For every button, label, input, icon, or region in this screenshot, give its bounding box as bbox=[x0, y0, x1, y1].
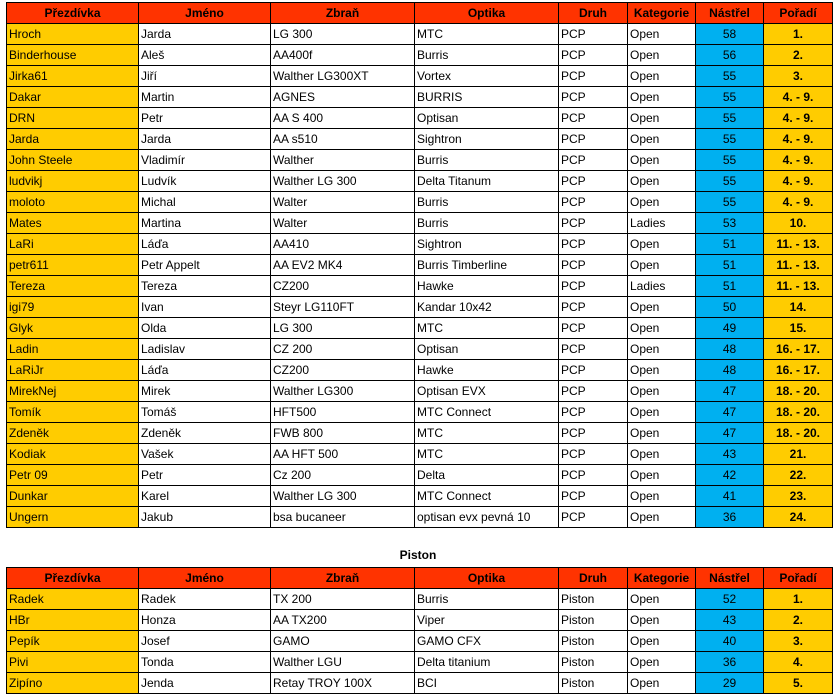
cell-category: Open bbox=[628, 192, 696, 213]
column-header-optics: Optika bbox=[415, 3, 559, 24]
cell-nickname: Petr 09 bbox=[7, 465, 139, 486]
column-header-name: Jméno bbox=[139, 3, 271, 24]
cell-type: PCP bbox=[559, 276, 628, 297]
table-row bbox=[7, 192, 833, 213]
cell-rank: 18. - 20. bbox=[764, 402, 833, 423]
table-row bbox=[7, 150, 833, 171]
table-row bbox=[7, 381, 833, 402]
cell-nickname: LaRiJr bbox=[7, 360, 139, 381]
cell-category: Open bbox=[628, 129, 696, 150]
table-row bbox=[7, 423, 833, 444]
cell-weapon: AA HFT 500 bbox=[271, 444, 415, 465]
cell-rank: 11. - 13. bbox=[764, 276, 833, 297]
cell-weapon: Steyr LG110FT bbox=[271, 297, 415, 318]
cell-weapon: Walther bbox=[271, 150, 415, 171]
cell-nickname: Mates bbox=[7, 213, 139, 234]
cell-score: 50 bbox=[696, 297, 764, 318]
cell-category: Open bbox=[628, 150, 696, 171]
table-row bbox=[7, 486, 833, 507]
column-header-nickname: Přezdívka bbox=[7, 568, 139, 589]
cell-weapon: FWB 800 bbox=[271, 423, 415, 444]
cell-rank: 4. - 9. bbox=[764, 87, 833, 108]
cell-nickname: ludvikj bbox=[7, 171, 139, 192]
cell-name: Ludvík bbox=[139, 171, 271, 192]
cell-type: PCP bbox=[559, 318, 628, 339]
cell-category: Open bbox=[628, 507, 696, 528]
cell-name: Martin bbox=[139, 87, 271, 108]
cell-weapon: AA400f bbox=[271, 45, 415, 66]
cell-weapon: TX 200 bbox=[271, 589, 415, 610]
cell-name: Vašek bbox=[139, 444, 271, 465]
cell-score: 52 bbox=[696, 589, 764, 610]
cell-score: 48 bbox=[696, 339, 764, 360]
cell-rank: 1. bbox=[764, 24, 833, 45]
cell-type: PCP bbox=[559, 507, 628, 528]
cell-name: Ivan bbox=[139, 297, 271, 318]
cell-category: Open bbox=[628, 673, 696, 694]
cell-score: 48 bbox=[696, 360, 764, 381]
cell-name: Radek bbox=[139, 589, 271, 610]
cell-score: 55 bbox=[696, 171, 764, 192]
cell-rank: 3. bbox=[764, 66, 833, 87]
cell-weapon: AA TX200 bbox=[271, 610, 415, 631]
table-row bbox=[7, 360, 833, 381]
cell-nickname: Ungern bbox=[7, 507, 139, 528]
cell-optics: MTC bbox=[415, 24, 559, 45]
cell-name: Ladislav bbox=[139, 339, 271, 360]
table-row bbox=[7, 631, 833, 652]
cell-name: Láďa bbox=[139, 234, 271, 255]
table-row bbox=[7, 610, 833, 631]
cell-weapon: AA s510 bbox=[271, 129, 415, 150]
cell-weapon: bsa bucaneer bbox=[271, 507, 415, 528]
cell-type: PCP bbox=[559, 66, 628, 87]
cell-type: PCP bbox=[559, 129, 628, 150]
cell-optics: Viper bbox=[415, 610, 559, 631]
cell-name: Tomáš bbox=[139, 402, 271, 423]
cell-score: 49 bbox=[696, 318, 764, 339]
table-row bbox=[7, 108, 833, 129]
cell-score: 51 bbox=[696, 276, 764, 297]
cell-optics: BCI bbox=[415, 673, 559, 694]
cell-category: Open bbox=[628, 402, 696, 423]
cell-category: Open bbox=[628, 465, 696, 486]
cell-rank: 16. - 17. bbox=[764, 360, 833, 381]
cell-weapon: Walter bbox=[271, 192, 415, 213]
cell-weapon: CZ 200 bbox=[271, 339, 415, 360]
column-header-score: Nástřel bbox=[696, 3, 764, 24]
column-header-weapon: Zbraň bbox=[271, 568, 415, 589]
table-row bbox=[7, 318, 833, 339]
cell-weapon: AA EV2 MK4 bbox=[271, 255, 415, 276]
cell-category: Open bbox=[628, 87, 696, 108]
cell-category: Open bbox=[628, 423, 696, 444]
cell-nickname: LaRi bbox=[7, 234, 139, 255]
table-row bbox=[7, 234, 833, 255]
cell-name: Jakub bbox=[139, 507, 271, 528]
cell-weapon: Walther LG 300 bbox=[271, 171, 415, 192]
cell-type: PCP bbox=[559, 297, 628, 318]
header-row bbox=[7, 3, 833, 24]
cell-rank: 15. bbox=[764, 318, 833, 339]
cell-rank: 14. bbox=[764, 297, 833, 318]
cell-weapon: HFT500 bbox=[271, 402, 415, 423]
cell-weapon: LG 300 bbox=[271, 318, 415, 339]
column-header-optics: Optika bbox=[415, 568, 559, 589]
cell-optics: Vortex bbox=[415, 66, 559, 87]
cell-name: Honza bbox=[139, 610, 271, 631]
cell-optics: MTC bbox=[415, 444, 559, 465]
cell-rank: 18. - 20. bbox=[764, 381, 833, 402]
cell-category: Open bbox=[628, 381, 696, 402]
cell-weapon: Walther LGU bbox=[271, 652, 415, 673]
cell-optics: optisan evx pevná 10 bbox=[415, 507, 559, 528]
cell-category: Open bbox=[628, 610, 696, 631]
cell-type: PCP bbox=[559, 234, 628, 255]
cell-name: Petr bbox=[139, 465, 271, 486]
cell-nickname: Jirka61 bbox=[7, 66, 139, 87]
cell-nickname: DRN bbox=[7, 108, 139, 129]
results-table-pcp bbox=[6, 2, 833, 528]
cell-weapon: Cz 200 bbox=[271, 465, 415, 486]
cell-type: PCP bbox=[559, 171, 628, 192]
cell-rank: 21. bbox=[764, 444, 833, 465]
cell-optics: Burris bbox=[415, 589, 559, 610]
cell-type: PCP bbox=[559, 45, 628, 66]
cell-optics: Burris Timberline bbox=[415, 255, 559, 276]
cell-name: Jiří bbox=[139, 66, 271, 87]
cell-score: 58 bbox=[696, 24, 764, 45]
cell-score: 43 bbox=[696, 444, 764, 465]
cell-nickname: Radek bbox=[7, 589, 139, 610]
cell-rank: 11. - 13. bbox=[764, 255, 833, 276]
cell-score: 55 bbox=[696, 150, 764, 171]
cell-name: Aleš bbox=[139, 45, 271, 66]
cell-rank: 24. bbox=[764, 507, 833, 528]
cell-category: Open bbox=[628, 45, 696, 66]
cell-optics: Burris bbox=[415, 150, 559, 171]
cell-category: Open bbox=[628, 108, 696, 129]
cell-optics: MTC bbox=[415, 423, 559, 444]
cell-nickname: Zdeněk bbox=[7, 423, 139, 444]
table-row bbox=[7, 402, 833, 423]
cell-optics: Delta Titanum bbox=[415, 171, 559, 192]
cell-nickname: Zipíno bbox=[7, 673, 139, 694]
cell-category: Open bbox=[628, 486, 696, 507]
table-row bbox=[7, 465, 833, 486]
cell-nickname: Kodiak bbox=[7, 444, 139, 465]
cell-type: PCP bbox=[559, 87, 628, 108]
section-title-piston: Piston bbox=[399, 548, 437, 562]
cell-optics: Burris bbox=[415, 45, 559, 66]
cell-name: Michal bbox=[139, 192, 271, 213]
cell-category: Open bbox=[628, 297, 696, 318]
cell-category: Ladies bbox=[628, 213, 696, 234]
header-row bbox=[7, 568, 833, 589]
cell-score: 56 bbox=[696, 45, 764, 66]
cell-optics: Hawke bbox=[415, 276, 559, 297]
cell-nickname: Binderhouse bbox=[7, 45, 139, 66]
cell-name: Karel bbox=[139, 486, 271, 507]
cell-weapon: AGNES bbox=[271, 87, 415, 108]
cell-category: Open bbox=[628, 360, 696, 381]
cell-type: PCP bbox=[559, 360, 628, 381]
table-row bbox=[7, 24, 833, 45]
cell-type: PCP bbox=[559, 255, 628, 276]
cell-optics: Kandar 10x42 bbox=[415, 297, 559, 318]
cell-rank: 2. bbox=[764, 45, 833, 66]
table-row bbox=[7, 129, 833, 150]
cell-score: 36 bbox=[696, 652, 764, 673]
cell-nickname: Glyk bbox=[7, 318, 139, 339]
cell-nickname: Dakar bbox=[7, 87, 139, 108]
cell-rank: 5. bbox=[764, 673, 833, 694]
cell-nickname: moloto bbox=[7, 192, 139, 213]
cell-optics: GAMO CFX bbox=[415, 631, 559, 652]
cell-category: Open bbox=[628, 589, 696, 610]
cell-optics: Sightron bbox=[415, 129, 559, 150]
cell-weapon: Walter bbox=[271, 213, 415, 234]
cell-nickname: igi79 bbox=[7, 297, 139, 318]
cell-rank: 4. - 9. bbox=[764, 192, 833, 213]
table-body bbox=[7, 24, 833, 528]
cell-score: 55 bbox=[696, 108, 764, 129]
cell-category: Open bbox=[628, 652, 696, 673]
table-row bbox=[7, 297, 833, 318]
cell-score: 42 bbox=[696, 465, 764, 486]
cell-rank: 22. bbox=[764, 465, 833, 486]
cell-name: Jenda bbox=[139, 673, 271, 694]
table-row bbox=[7, 255, 833, 276]
cell-rank: 11. - 13. bbox=[764, 234, 833, 255]
cell-weapon: CZ200 bbox=[271, 360, 415, 381]
cell-type: PCP bbox=[559, 465, 628, 486]
table-row bbox=[7, 507, 833, 528]
cell-type: Piston bbox=[559, 589, 628, 610]
cell-weapon: CZ200 bbox=[271, 276, 415, 297]
column-header-category: Kategorie bbox=[628, 3, 696, 24]
cell-score: 36 bbox=[696, 507, 764, 528]
cell-name: Petr bbox=[139, 108, 271, 129]
cell-nickname: Ladin bbox=[7, 339, 139, 360]
cell-category: Open bbox=[628, 24, 696, 45]
cell-type: PCP bbox=[559, 402, 628, 423]
table-row bbox=[7, 171, 833, 192]
cell-optics: MTC Connect bbox=[415, 402, 559, 423]
cell-score: 43 bbox=[696, 610, 764, 631]
cell-category: Open bbox=[628, 318, 696, 339]
table-row bbox=[7, 589, 833, 610]
cell-rank: 4. - 9. bbox=[764, 129, 833, 150]
cell-score: 51 bbox=[696, 234, 764, 255]
cell-name: Jarda bbox=[139, 129, 271, 150]
cell-optics: Hawke bbox=[415, 360, 559, 381]
column-header-weapon: Zbraň bbox=[271, 3, 415, 24]
table-row bbox=[7, 66, 833, 87]
cell-type: PCP bbox=[559, 213, 628, 234]
cell-type: PCP bbox=[559, 381, 628, 402]
cell-nickname: Jarda bbox=[7, 129, 139, 150]
cell-rank: 2. bbox=[764, 610, 833, 631]
cell-name: Martina bbox=[139, 213, 271, 234]
cell-weapon: Retay TROY 100X bbox=[271, 673, 415, 694]
cell-type: Piston bbox=[559, 652, 628, 673]
cell-name: Mirek bbox=[139, 381, 271, 402]
cell-name: Petr Appelt bbox=[139, 255, 271, 276]
cell-optics: Burris bbox=[415, 192, 559, 213]
results-table-piston bbox=[6, 567, 833, 694]
cell-name: Tonda bbox=[139, 652, 271, 673]
cell-type: Piston bbox=[559, 631, 628, 652]
cell-rank: 4. - 9. bbox=[764, 108, 833, 129]
cell-score: 53 bbox=[696, 213, 764, 234]
column-header-type: Druh bbox=[559, 3, 628, 24]
cell-type: PCP bbox=[559, 150, 628, 171]
cell-optics: BURRIS bbox=[415, 87, 559, 108]
cell-name: Vladimír bbox=[139, 150, 271, 171]
cell-score: 47 bbox=[696, 381, 764, 402]
cell-nickname: MirekNej bbox=[7, 381, 139, 402]
cell-weapon: LG 300 bbox=[271, 24, 415, 45]
cell-name: Zdeněk bbox=[139, 423, 271, 444]
cell-optics: MTC bbox=[415, 318, 559, 339]
cell-category: Open bbox=[628, 66, 696, 87]
cell-optics: Burris bbox=[415, 213, 559, 234]
cell-name: Jarda bbox=[139, 24, 271, 45]
cell-weapon: Walther LG300 bbox=[271, 381, 415, 402]
cell-score: 29 bbox=[696, 673, 764, 694]
cell-rank: 16. - 17. bbox=[764, 339, 833, 360]
table-row bbox=[7, 213, 833, 234]
cell-type: PCP bbox=[559, 486, 628, 507]
cell-nickname: Dunkar bbox=[7, 486, 139, 507]
column-header-type: Druh bbox=[559, 568, 628, 589]
cell-category: Open bbox=[628, 444, 696, 465]
table-row bbox=[7, 45, 833, 66]
cell-name: Láďa bbox=[139, 360, 271, 381]
cell-score: 41 bbox=[696, 486, 764, 507]
cell-optics: Optisan EVX bbox=[415, 381, 559, 402]
table-row bbox=[7, 652, 833, 673]
cell-weapon: Walther LG300XT bbox=[271, 66, 415, 87]
cell-rank: 18. - 20. bbox=[764, 423, 833, 444]
column-header-nickname: Přezdívka bbox=[7, 3, 139, 24]
column-header-rank: Pořadí bbox=[764, 568, 833, 589]
cell-type: PCP bbox=[559, 444, 628, 465]
cell-nickname: Pepík bbox=[7, 631, 139, 652]
cell-rank: 4. - 9. bbox=[764, 171, 833, 192]
cell-category: Open bbox=[628, 255, 696, 276]
cell-type: Piston bbox=[559, 610, 628, 631]
table-row bbox=[7, 339, 833, 360]
cell-optics: Delta titanium bbox=[415, 652, 559, 673]
table-row bbox=[7, 87, 833, 108]
cell-category: Open bbox=[628, 339, 696, 360]
cell-score: 55 bbox=[696, 66, 764, 87]
cell-rank: 3. bbox=[764, 631, 833, 652]
cell-nickname: Hroch bbox=[7, 24, 139, 45]
column-header-rank: Pořadí bbox=[764, 3, 833, 24]
cell-optics: Sightron bbox=[415, 234, 559, 255]
cell-score: 47 bbox=[696, 402, 764, 423]
cell-score: 47 bbox=[696, 423, 764, 444]
table-row bbox=[7, 444, 833, 465]
cell-rank: 23. bbox=[764, 486, 833, 507]
cell-name: Tereza bbox=[139, 276, 271, 297]
cell-category: Ladies bbox=[628, 276, 696, 297]
cell-category: Open bbox=[628, 234, 696, 255]
cell-nickname: John Steele bbox=[7, 150, 139, 171]
cell-type: PCP bbox=[559, 24, 628, 45]
cell-weapon: GAMO bbox=[271, 631, 415, 652]
cell-score: 55 bbox=[696, 129, 764, 150]
cell-weapon: AA S 400 bbox=[271, 108, 415, 129]
cell-rank: 4. - 9. bbox=[764, 150, 833, 171]
cell-nickname: Tereza bbox=[7, 276, 139, 297]
table-body bbox=[7, 589, 833, 694]
column-header-score: Nástřel bbox=[696, 568, 764, 589]
column-header-name: Jméno bbox=[139, 568, 271, 589]
cell-rank: 1. bbox=[764, 589, 833, 610]
cell-type: PCP bbox=[559, 108, 628, 129]
cell-rank: 4. bbox=[764, 652, 833, 673]
cell-weapon: Walther LG 300 bbox=[271, 486, 415, 507]
cell-optics: Optisan bbox=[415, 339, 559, 360]
cell-nickname: petr611 bbox=[7, 255, 139, 276]
cell-name: Olda bbox=[139, 318, 271, 339]
cell-nickname: HBr bbox=[7, 610, 139, 631]
cell-name: Josef bbox=[139, 631, 271, 652]
cell-type: PCP bbox=[559, 339, 628, 360]
cell-category: Open bbox=[628, 631, 696, 652]
cell-type: PCP bbox=[559, 423, 628, 444]
column-header-category: Kategorie bbox=[628, 568, 696, 589]
table-row bbox=[7, 276, 833, 297]
cell-rank: 10. bbox=[764, 213, 833, 234]
cell-optics: MTC Connect bbox=[415, 486, 559, 507]
cell-nickname: Tomík bbox=[7, 402, 139, 423]
cell-type: PCP bbox=[559, 192, 628, 213]
table-row bbox=[7, 673, 833, 694]
cell-weapon: AA410 bbox=[271, 234, 415, 255]
cell-optics: Optisan bbox=[415, 108, 559, 129]
cell-nickname: Pivi bbox=[7, 652, 139, 673]
cell-score: 51 bbox=[696, 255, 764, 276]
cell-category: Open bbox=[628, 171, 696, 192]
cell-optics: Delta bbox=[415, 465, 559, 486]
cell-score: 40 bbox=[696, 631, 764, 652]
cell-score: 55 bbox=[696, 192, 764, 213]
cell-type: Piston bbox=[559, 673, 628, 694]
cell-score: 55 bbox=[696, 87, 764, 108]
